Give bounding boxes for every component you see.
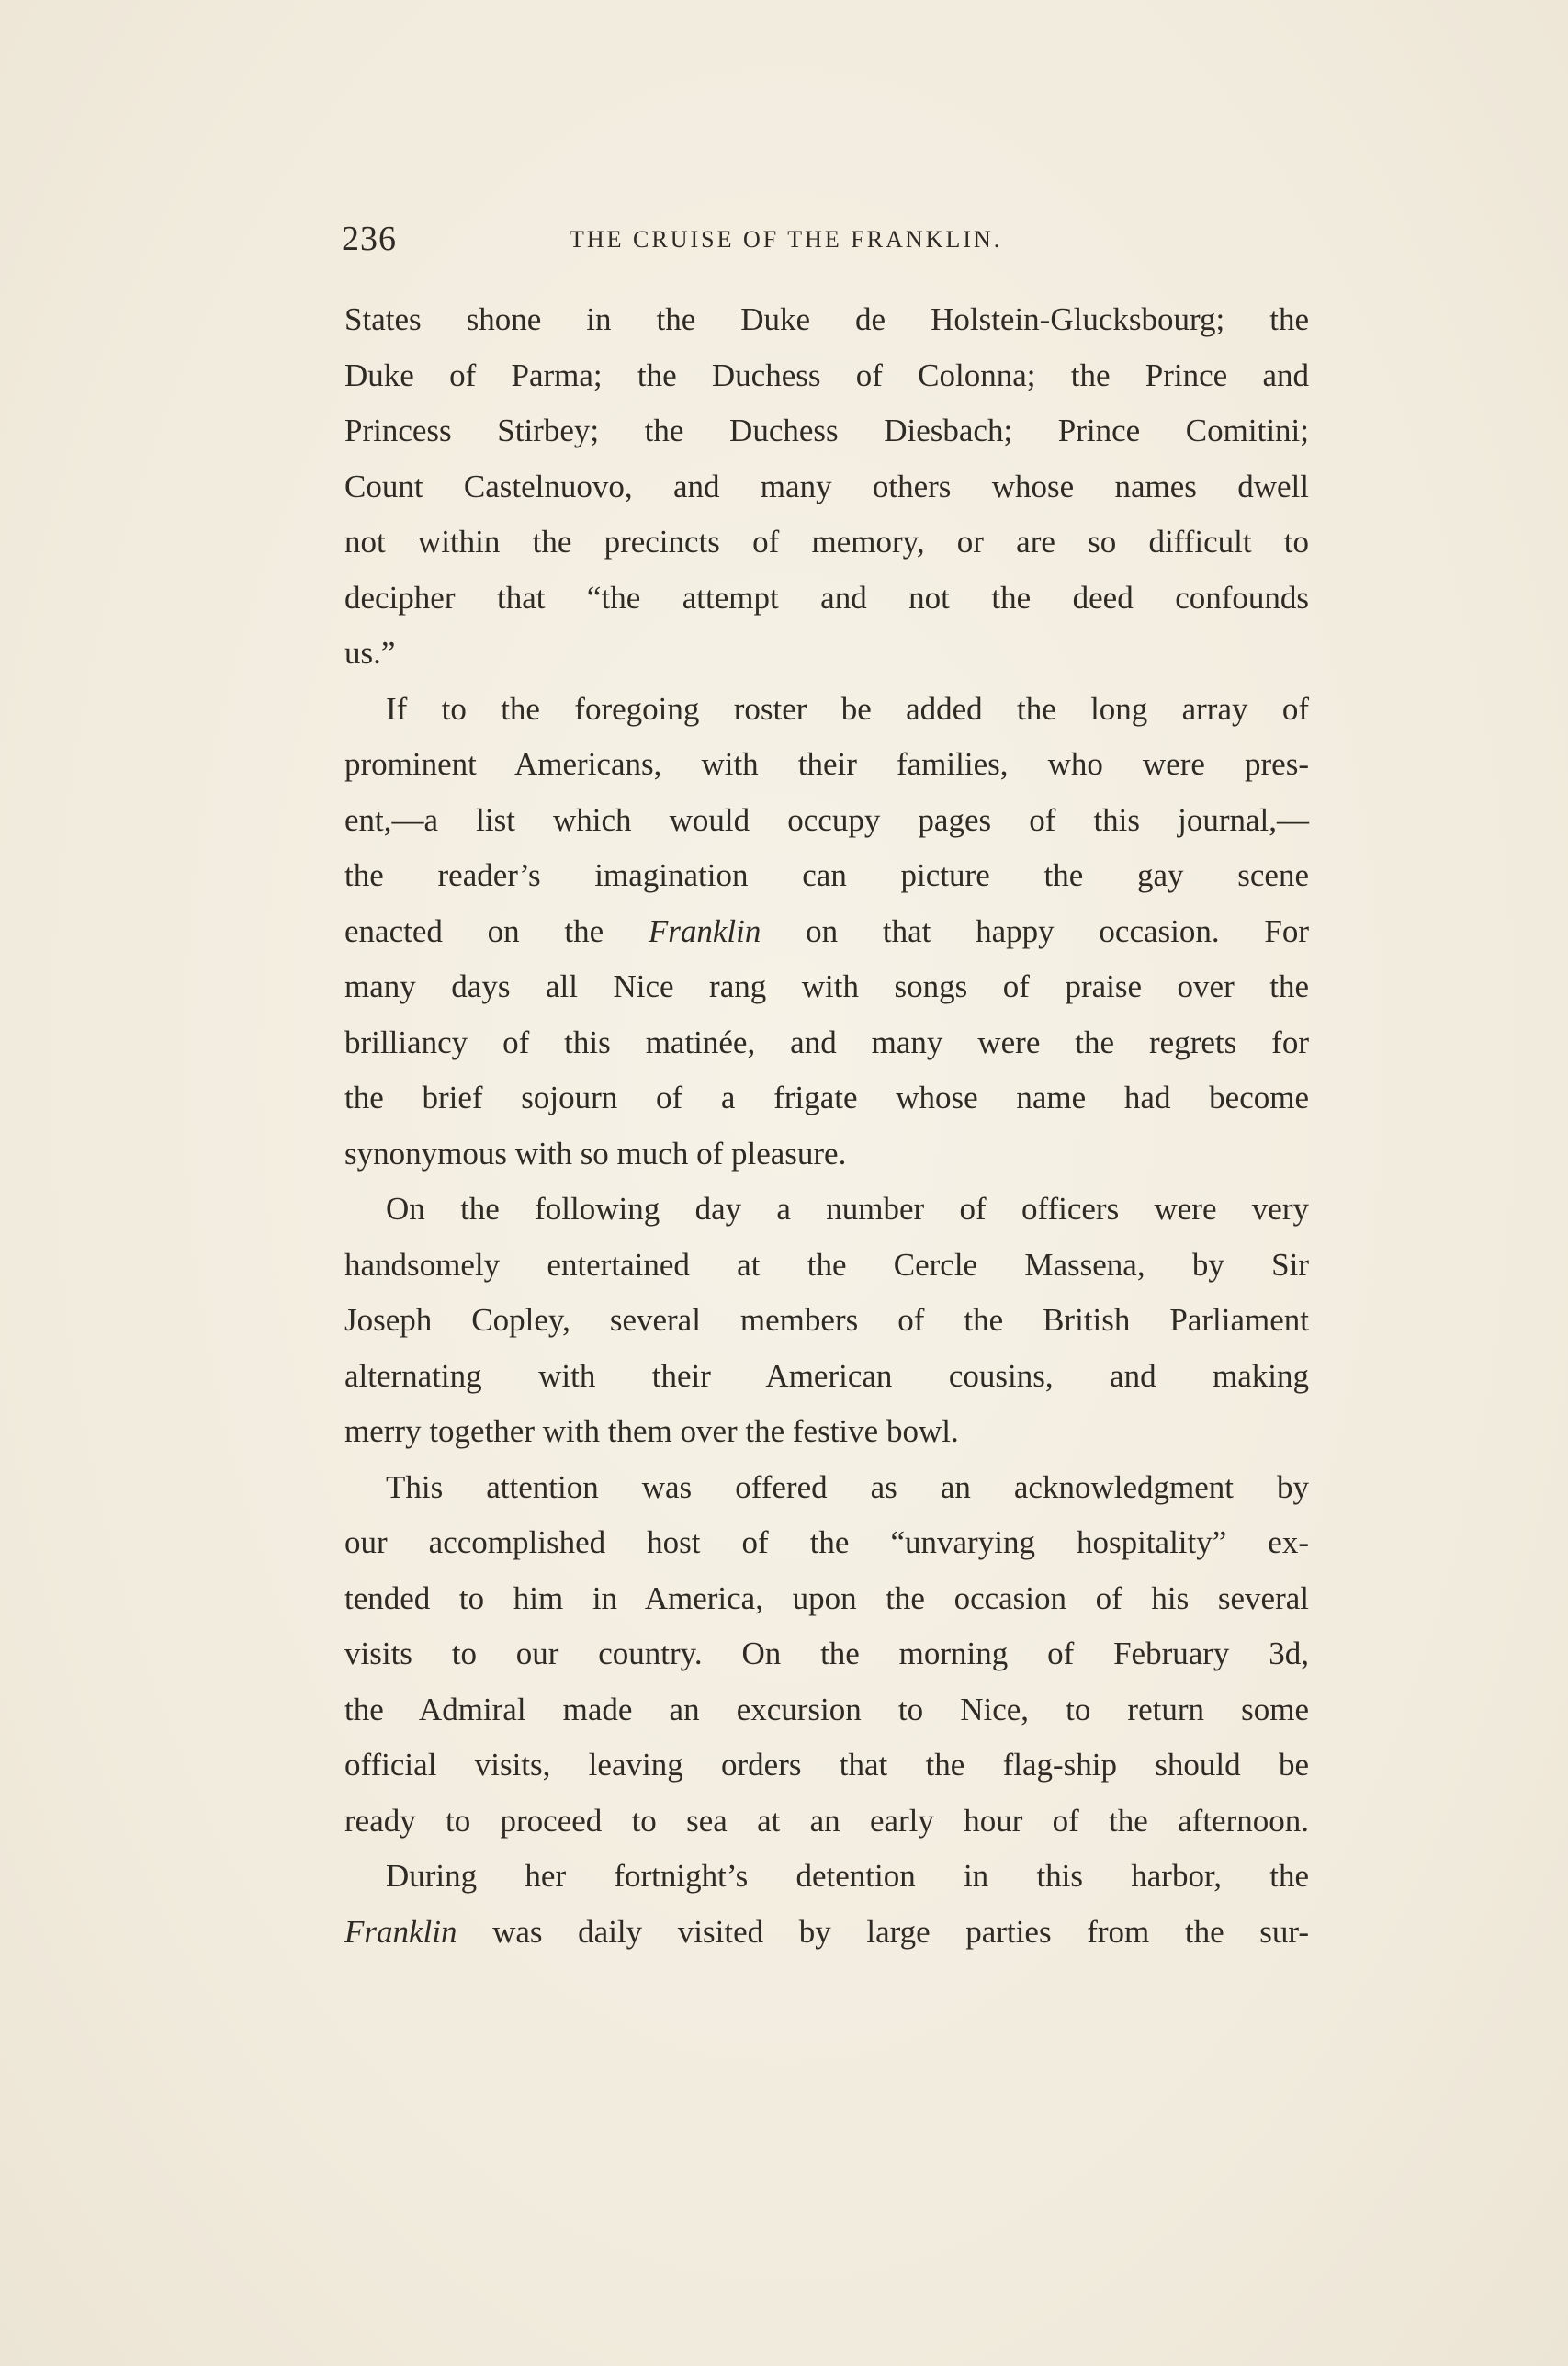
text-line: States shone in the Duke de Holstein-Glucksbourg; the <box>344 301 1309 337</box>
text-line: During her fortnight’s detention in this harbor, the <box>386 1858 1309 1894</box>
body-text <box>344 292 1309 1960</box>
text-line: Joseph Copley, several members of the British Parliament <box>344 1302 1309 1338</box>
text-line: many days all Nice rang with songs of praise over the <box>344 968 1309 1004</box>
text-line: Count Castelnuovo, and many others whose names dwell <box>344 468 1309 504</box>
text-line: alternating with their American cousins, and making <box>344 1357 1309 1394</box>
text-line: Franklin was daily visited by large parties from the sur- <box>344 1913 1309 1950</box>
text-line: decipher that “the attempt and not the deed confounds <box>344 579 1309 616</box>
text-line: prominent Americans, with their families, who were pres- <box>344 746 1309 782</box>
text-line: ready to proceed to sea at an early hour of the afternoon. <box>344 1802 1309 1839</box>
text-line: ent,—a list which would occupy pages of this journal,— <box>344 801 1309 838</box>
text-line: enacted on the Franklin on that happy occasion. For <box>344 912 1309 949</box>
text-line: official visits, leaving orders that the flag-ship should be <box>344 1747 1309 1783</box>
text-line: the reader’s imagination can picture the gay scene <box>344 857 1309 893</box>
ship-name-italic: Franklin <box>648 912 761 949</box>
text-line: the Admiral made an excursion to Nice, to return some <box>344 1691 1309 1727</box>
text-line: If to the foregoing roster be added the long array of <box>386 690 1309 727</box>
text-line: Princess Stirbey; the Duchess Diesbach; Prince Comitini; <box>344 413 1309 448</box>
text-line: our accomplished host of the “unvarying hospitality” ex- <box>344 1524 1309 1560</box>
ship-name-italic: Franklin <box>344 1913 457 1950</box>
text-line: On the following day a number of officers were very <box>386 1191 1309 1227</box>
text-line: brilliancy of this matinée, and many were the regrets for <box>344 1024 1309 1060</box>
text-line: handsomely entertained at the Cercle Massena, by Sir <box>344 1246 1309 1283</box>
text-line: Duke of Parma; the Duchess of Colonna; the Prince and <box>344 357 1309 393</box>
page-number: 236 <box>342 220 397 258</box>
text-line: visits to our country. On the morning of February 3d, <box>344 1636 1309 1671</box>
text-line: synonymous with so much of pleasure. <box>344 1135 847 1172</box>
running-title: THE CRUISE OF THE FRANKLIN. <box>570 226 1003 253</box>
page-header <box>342 219 1113 265</box>
text-line: merry together with them over the festive bowl. <box>344 1413 959 1449</box>
text-line: not within the precincts of memory, or are so difficult to <box>344 524 1309 560</box>
text-line: tended to him in America, upon the occasion of his several <box>344 1579 1309 1616</box>
text-line: This attention was offered as an acknowledgment by <box>386 1468 1309 1505</box>
text-line: the brief sojourn of a frigate whose name had become <box>344 1080 1309 1115</box>
text-line: us.” <box>344 635 396 671</box>
